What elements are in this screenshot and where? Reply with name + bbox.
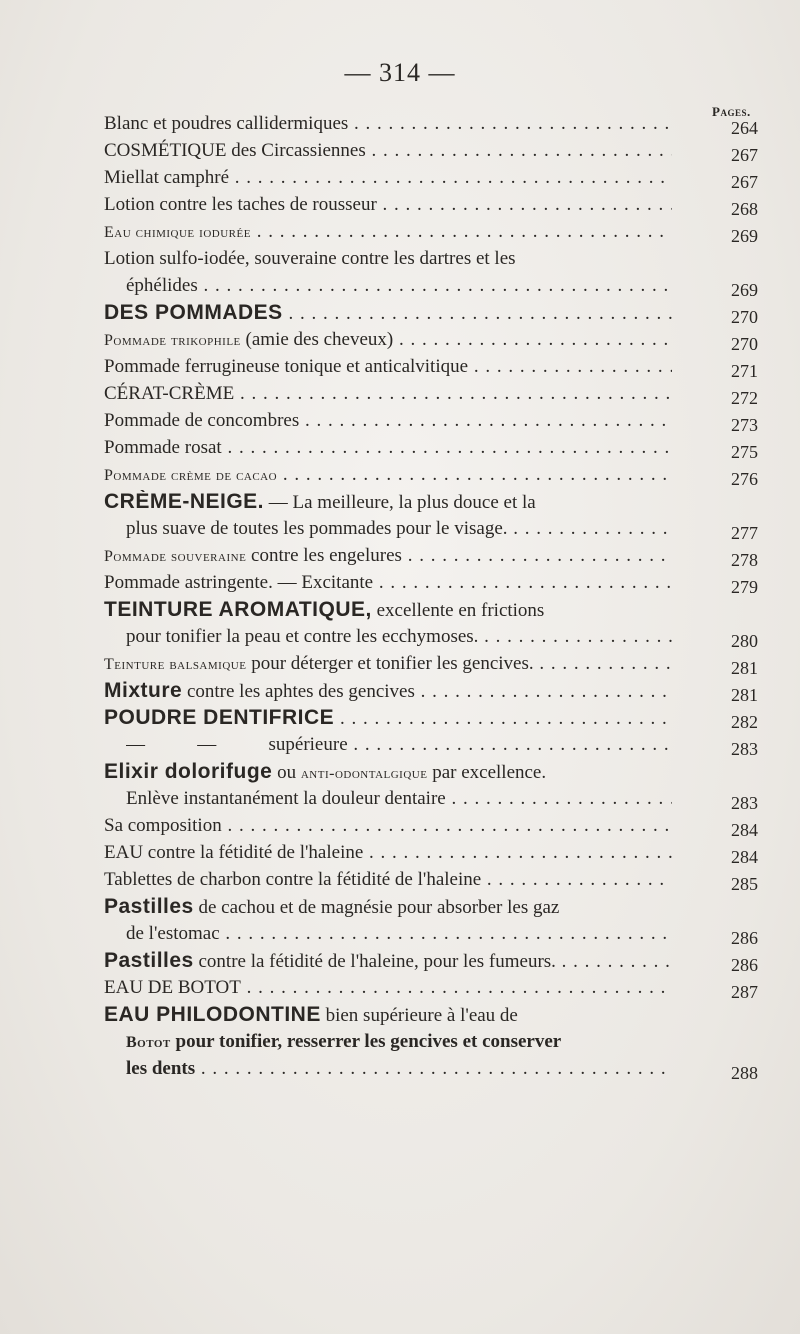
entry-label: ou <box>272 762 301 783</box>
toc-entry-continuation <box>104 1057 764 1081</box>
entry-label: Blanc et poudres callidermiques <box>104 113 349 134</box>
toc-entry <box>104 166 764 190</box>
entry-label: COSMÉTIQUE des Circassiennes <box>104 140 366 161</box>
entry-page: 271 <box>731 361 758 381</box>
entry-page: 278 <box>731 550 758 570</box>
entry-page: 269 <box>731 226 758 246</box>
entry-page: 281 <box>731 658 758 678</box>
toc-entry-continuation <box>104 1030 764 1054</box>
toc-entry <box>104 1003 764 1027</box>
entry-heading: CRÈME-NEIGE. <box>104 490 265 513</box>
entry-page: 276 <box>731 469 758 489</box>
entry-label-sc: anti-odontalgique <box>300 765 428 782</box>
toc-entry <box>104 895 764 919</box>
entry-page: 284 <box>731 820 758 840</box>
entry-page: 283 <box>731 739 758 759</box>
entry-page: 287 <box>731 982 758 1002</box>
entry-page: 270 <box>731 334 758 354</box>
entry-label-cont: de l'estomac <box>126 923 220 944</box>
entry-page: 279 <box>731 577 758 597</box>
entry-page: 284 <box>731 847 758 867</box>
entry-label: contre les engelures <box>246 545 402 566</box>
entry-label-cont: Enlève instantanément la douleur dentaire <box>126 788 446 809</box>
entry-label: Lotion contre les taches de rousseur <box>104 194 377 215</box>
entry-heading: Pastilles <box>104 895 194 918</box>
entry-label: contre les aphtes des gencives <box>182 681 415 702</box>
toc-entry <box>104 571 764 595</box>
entry-label: bien supérieure à l'eau de <box>320 1005 518 1026</box>
toc-entry <box>104 544 764 568</box>
toc-entry <box>104 814 764 838</box>
entry-label-sc: Teinture balsamique <box>104 656 247 673</box>
entry-page: 286 <box>731 955 758 975</box>
toc-entry <box>104 949 764 973</box>
entry-label: (amie des cheveux) <box>240 329 394 350</box>
table-of-contents <box>104 112 764 1084</box>
entry-label: CÉRAT-CRÈME <box>104 383 235 404</box>
toc-entry-continuation <box>104 625 764 649</box>
toc-entry <box>104 652 764 676</box>
entry-page: 264 <box>731 118 758 138</box>
toc-entry-continuation <box>104 274 764 298</box>
entry-page: 281 <box>731 685 758 705</box>
toc-entry <box>104 220 764 244</box>
entry-heading: Pastilles <box>104 949 194 972</box>
entry-label: Miellat camphré <box>104 167 230 188</box>
entry-label: — — supérieure <box>126 734 348 755</box>
toc-entry <box>104 301 764 325</box>
entry-label-cont: éphélides <box>126 275 198 296</box>
entry-page: 273 <box>731 415 758 435</box>
entry-label: Pommade ferrugineuse tonique et anticalvitique <box>104 356 469 377</box>
entry-label: EAU DE BOTOT <box>104 977 241 998</box>
toc-entry <box>104 868 764 892</box>
entry-label: contre la fétidité de l'haleine, pour les fumeurs. <box>193 951 556 972</box>
entry-page: 267 <box>731 145 758 165</box>
entry-page: 275 <box>731 442 758 462</box>
toc-entry <box>104 841 764 865</box>
toc-entry <box>104 706 764 730</box>
toc-entry <box>104 193 764 217</box>
entry-page: 280 <box>731 631 758 651</box>
entry-page: 272 <box>731 388 758 408</box>
entry-page: 270 <box>731 307 758 327</box>
entry-label: Sa composition <box>104 815 222 836</box>
entry-label: Lotion sulfo-iodée, souveraine contre les dartres et les <box>104 248 516 269</box>
entry-page: 285 <box>731 874 758 894</box>
entry-page: 277 <box>731 523 758 543</box>
toc-entry <box>104 328 764 352</box>
toc-entry <box>104 247 764 271</box>
toc-entry <box>104 733 764 757</box>
entry-label: Tablettes de charbon contre la fétidité de l'haleine <box>104 869 482 890</box>
toc-entry <box>104 112 764 136</box>
entry-heading: POUDRE DENTIFRICE <box>104 706 335 729</box>
entry-page: 286 <box>731 928 758 948</box>
entry-label-sc: Pommade souveraine <box>104 548 247 565</box>
entry-heading: TEINTURE AROMATIQUE, <box>104 598 372 621</box>
entry-label: Eau chimique iodurée <box>104 224 251 241</box>
toc-entry <box>104 463 764 487</box>
entry-label: excellente en frictions <box>371 600 545 621</box>
entry-label: par excellence. <box>427 762 547 783</box>
entry-heading: DES POMMADES <box>104 301 283 324</box>
toc-entry <box>104 436 764 460</box>
toc-entry <box>104 760 764 784</box>
entry-heading: Mixture <box>104 679 183 702</box>
entry-heading: EAU PHILODONTINE <box>104 1003 321 1026</box>
toc-entry <box>104 976 764 1000</box>
entry-label: pour déterger et tonifier les gencives. <box>246 653 534 674</box>
pages-column-label: Pages. <box>712 104 751 119</box>
entry-page: 267 <box>731 172 758 192</box>
entry-label: Pommade astringente. — Excitante <box>104 572 374 593</box>
entry-label: — La meilleure, la plus douce et la <box>264 492 536 513</box>
entry-page: 282 <box>731 712 758 732</box>
toc-entry <box>104 679 764 703</box>
entry-label: Pommade de concombres <box>104 410 300 431</box>
entry-label: EAU contre la fétidité de l'haleine <box>104 842 364 863</box>
entry-heading: Elixir dolorifuge <box>104 760 273 783</box>
toc-entry-continuation <box>104 517 764 541</box>
toc-entry <box>104 382 764 406</box>
toc-entry-continuation <box>104 787 764 811</box>
entry-label-cont: pour tonifier, resserrer les gencives et conserver <box>170 1031 562 1052</box>
entry-label-cont: les dents <box>126 1058 196 1079</box>
entry-label-sc: Pommade trikophile <box>104 332 241 349</box>
toc-entry <box>104 490 764 514</box>
entry-page: 269 <box>731 280 758 300</box>
entry-label: Pommade rosat <box>104 437 222 458</box>
entry-label-sc: Botot <box>126 1034 171 1051</box>
entry-label-cont: plus suave de toutes les pommades pour le visage. <box>126 518 508 539</box>
entry-label: de cachou et de magnésie pour absorber les gaz <box>193 897 560 918</box>
toc-entry <box>104 139 764 163</box>
toc-entry <box>104 598 764 622</box>
toc-entry-continuation <box>104 922 764 946</box>
entry-page: 268 <box>731 199 758 219</box>
toc-entry <box>104 355 764 379</box>
entry-label: Pommade crème de cacao <box>104 467 278 484</box>
entry-page: 283 <box>731 793 758 813</box>
page-number: — 314 — <box>344 58 456 87</box>
entry-label-cont: pour tonifier la peau et contre les ecchymoses. <box>126 626 479 647</box>
entry-page: 288 <box>731 1063 758 1083</box>
toc-entry <box>104 409 764 433</box>
